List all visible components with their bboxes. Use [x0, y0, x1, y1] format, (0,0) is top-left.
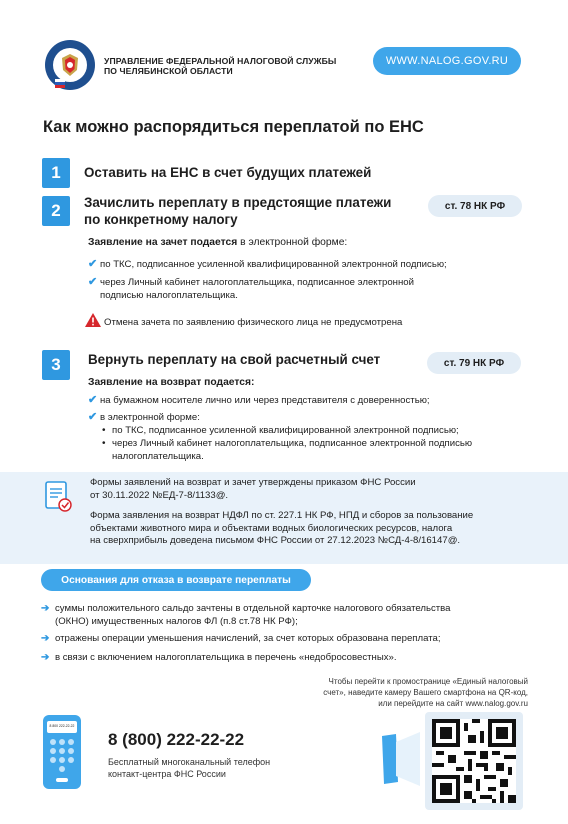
qr-instruction-text: Чтобы перейти к промостранице «Единый налоговый счет», наведите камеру Вашего смартфона на QR-код, или перейдите на сайт www.nalog.gov.ru	[323, 677, 528, 708]
warning-icon	[85, 313, 101, 327]
step-3-heading: Вернуть переплату на свой расчетный счет	[88, 352, 381, 367]
list-item: ✔ через Личный кабинет налогоплательщика, подписанное электронной	[88, 276, 414, 288]
refusal-item: ➔ в связи с включением налогоплательщика в перечень «недобросовестных».	[41, 652, 397, 663]
step-2-heading: Зачислить переплату в предстоящие платежи по конкретному налогу	[84, 195, 392, 227]
step-2-subheading: Заявление на зачет подается в электронной форме:	[88, 237, 348, 248]
qr-code[interactable]	[432, 719, 516, 803]
phone-screen-number: 8 800 222-22-22	[49, 724, 75, 728]
check-icon: ✔	[88, 258, 98, 270]
step-3-number: 3	[42, 350, 70, 380]
law-reference-badge: ст. 79 НК РФ	[427, 352, 521, 374]
list-item: ✔ в электронной форме:	[88, 411, 200, 423]
refusal-reasons-button[interactable]: Основания для отказа в возврате переплаты	[41, 569, 311, 591]
list-item: ✔ на бумажном носителе лично или через представителя с доверенностью;	[88, 394, 430, 406]
sub-list-item: • по ТКС, подписанное усиленной квалифицированной электронной подписью;	[102, 425, 459, 436]
step-2-number: 2	[42, 196, 70, 226]
check-icon: ✔	[88, 411, 98, 423]
info-paragraph-1: Формы заявлений на возврат и зачет утверждены приказом ФНС России от 30.11.2022 №ЕД-7-8/1133@.	[90, 477, 416, 501]
document-check-icon	[44, 480, 74, 514]
sub-list-item-continuation: налогоплательщика.	[112, 451, 204, 462]
law-reference-badge: ст. 78 НК РФ	[428, 195, 522, 217]
website-link-button[interactable]: WWW.NALOG.GOV.RU	[373, 47, 521, 75]
warning-text: Отмена зачета по заявлению физического лица не предусмотрена	[104, 317, 403, 328]
check-icon: ✔	[88, 394, 98, 406]
arrow-right-icon: ➔	[41, 633, 50, 644]
page-title: Как можно распорядиться переплатой по ЕНС	[43, 118, 424, 136]
arrow-right-icon: ➔	[41, 603, 50, 614]
hotline-description: Бесплатный многоканальный телефон контакт-центра ФНС России	[108, 757, 271, 779]
sub-list-item: • через Личный кабинет налогоплательщика, подписанное электронной подписью	[102, 438, 473, 449]
smartphone-scan-icon	[376, 732, 420, 786]
organization-name: УПРАВЛЕНИЕ ФЕДЕРАЛЬНОЙ НАЛОГОВОЙ СЛУЖБЫ ПО ЧЕЛЯБИНСКОЙ ОБЛАСТИ	[104, 56, 337, 76]
hotline-number[interactable]: 8 (800) 222-22-22	[108, 730, 245, 749]
list-item: ✔ по ТКС, подписанное усиленной квалифицированной электронной подписью;	[88, 258, 447, 270]
check-icon: ✔	[88, 276, 98, 288]
list-item-continuation: подписью налогоплательщика.	[100, 290, 238, 301]
step-1-heading: Оставить на ЕНС в счет будущих платежей	[84, 165, 372, 180]
fns-emblem-logo	[44, 38, 96, 94]
arrow-right-icon: ➔	[41, 652, 50, 663]
refusal-item: ➔ отражены операции уменьшения начислений, за счет которых образована переплата;	[41, 633, 441, 644]
refusal-item-continuation: (ОКНО) имущественных налогов ФЛ (п.8 ст.78 НК РФ);	[55, 616, 298, 627]
info-paragraph-2: Форма заявления на возврат НДФЛ по ст. 227.1 НК РФ, НПД и сборов за пользование объектами животного мира и объектами водных биологических ресурсов, налога на сверхприбыль доведена письмом ФНС России от 27.12.2023 №СД-4-8/16147@.	[90, 510, 474, 546]
refusal-item: ➔ суммы положительного сальдо зачтены в отдельной карточке налогового обязательства	[41, 603, 451, 614]
step-1-number: 1	[42, 158, 70, 188]
step-3-subheading: Заявление на возврат подается:	[88, 377, 255, 388]
